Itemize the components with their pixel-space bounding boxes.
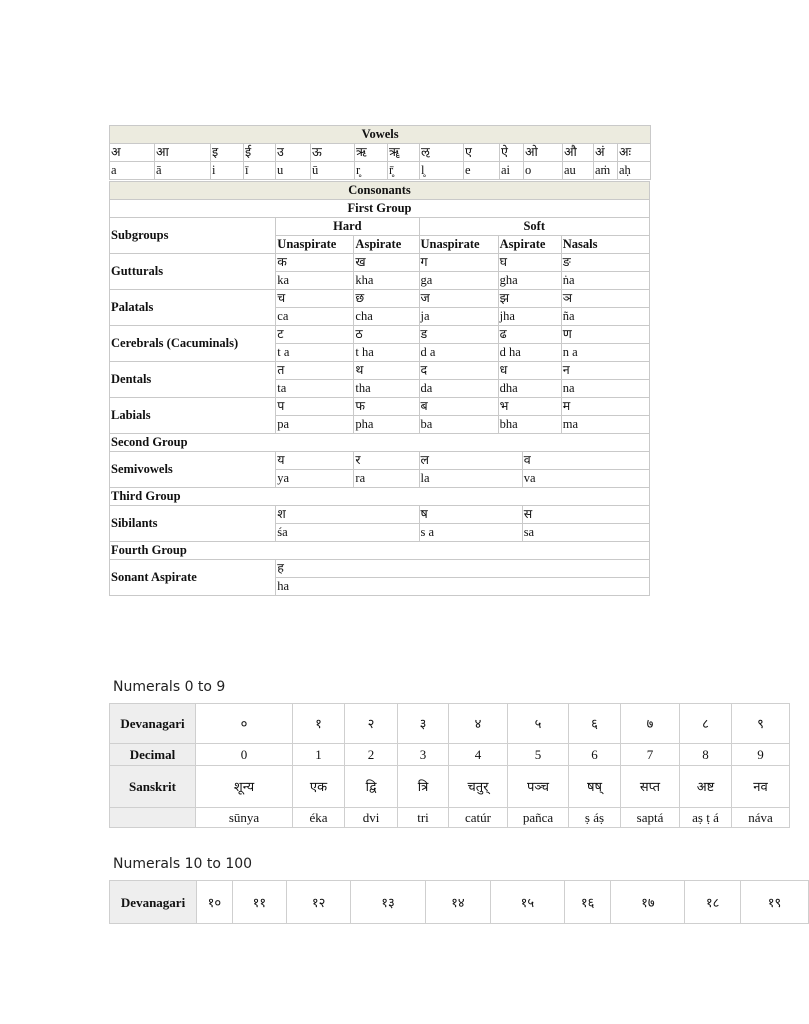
consonant-latin: ja bbox=[419, 308, 498, 326]
numeral-deva: ६ bbox=[569, 704, 621, 744]
consonant-latin: s a bbox=[419, 524, 522, 542]
vowel-latin: o bbox=[524, 162, 563, 180]
vowel-latin: l̥ bbox=[420, 162, 464, 180]
vowel-deva: ऐ bbox=[500, 144, 524, 162]
numeral-translit: tri bbox=[398, 808, 449, 828]
subgroup-name: Semivowels bbox=[110, 452, 276, 488]
consonant-latin: d a bbox=[419, 344, 498, 362]
vowel-deva: ऊ bbox=[311, 144, 355, 162]
vowel-latin: r̥ bbox=[355, 162, 388, 180]
numerals-10-100-table bbox=[109, 880, 809, 924]
row-label: Devanagari bbox=[110, 881, 197, 924]
numeral-deva: २ bbox=[345, 704, 398, 744]
col-heading: Nasals bbox=[561, 236, 649, 254]
numeral-deva: ७ bbox=[621, 704, 680, 744]
consonant-latin: ta bbox=[276, 380, 354, 398]
vowel-latin: a bbox=[110, 162, 155, 180]
subgroup-name: Labials bbox=[110, 398, 276, 434]
consonant-deva: ग bbox=[419, 254, 498, 272]
vowel-deva: ऋ bbox=[355, 144, 388, 162]
consonant-deva: ङ bbox=[561, 254, 649, 272]
consonant-latin: ba bbox=[419, 416, 498, 434]
subgroup-name: Sibilants bbox=[110, 506, 276, 542]
numeral-deva: १२ bbox=[287, 881, 351, 924]
numeral-deva: १ bbox=[293, 704, 345, 744]
consonant-latin: da bbox=[419, 380, 498, 398]
vowel-deva: अं bbox=[594, 144, 618, 162]
col-heading: Unaspirate bbox=[419, 236, 498, 254]
col-heading: Aspirate bbox=[498, 236, 561, 254]
consonant-latin: va bbox=[522, 470, 649, 488]
consonant-deva: न bbox=[561, 362, 649, 380]
vowel-latin: i bbox=[211, 162, 244, 180]
numerals-0-9-table bbox=[109, 703, 790, 828]
row-label-empty bbox=[110, 808, 196, 828]
numeral-sanskrit: षष् bbox=[569, 766, 621, 808]
vowel-latin: aḥ bbox=[618, 162, 651, 180]
subgroup-name: Dentals bbox=[110, 362, 276, 398]
numeral-decimal: 8 bbox=[680, 744, 732, 766]
row-label: Devanagari bbox=[110, 704, 196, 744]
numeral-decimal: 5 bbox=[508, 744, 569, 766]
numeral-decimal: 9 bbox=[732, 744, 790, 766]
consonant-latin: ña bbox=[561, 308, 649, 326]
numeral-sanskrit: द्वि bbox=[345, 766, 398, 808]
numeral-sanskrit: सप्त bbox=[621, 766, 680, 808]
consonants-header: Consonants bbox=[110, 182, 650, 200]
consonant-deva: म bbox=[561, 398, 649, 416]
vowel-latin: ī bbox=[244, 162, 276, 180]
vowel-deva: ॠ bbox=[388, 144, 420, 162]
numeral-decimal: 6 bbox=[569, 744, 621, 766]
consonant-latin: la bbox=[419, 470, 522, 488]
vowel-deva: अः bbox=[618, 144, 651, 162]
consonant-latin: gha bbox=[498, 272, 561, 290]
numeral-decimal: 4 bbox=[449, 744, 508, 766]
vowels-latin-row bbox=[110, 162, 651, 180]
vowel-deva: ओ bbox=[524, 144, 563, 162]
consonant-deva: र bbox=[354, 452, 419, 470]
third-group-heading: Third Group bbox=[110, 488, 650, 506]
numeral-sanskrit: नव bbox=[732, 766, 790, 808]
consonant-deva: च bbox=[276, 290, 354, 308]
vowel-latin: ai bbox=[500, 162, 524, 180]
vowel-deva: उ bbox=[276, 144, 311, 162]
vowels-header: Vowels bbox=[110, 126, 651, 144]
consonant-latin: ṅa bbox=[561, 272, 649, 290]
vowel-latin: au bbox=[563, 162, 594, 180]
soft-heading: Soft bbox=[419, 218, 649, 236]
numerals-10-100-heading: Numerals 10 to 100 bbox=[113, 856, 253, 872]
vowel-latin: r̥̄ bbox=[388, 162, 420, 180]
consonant-deva: ञ bbox=[561, 290, 649, 308]
numeral-sanskrit: पञ्च bbox=[508, 766, 569, 808]
numeral-deva: ० bbox=[196, 704, 293, 744]
consonant-deva: ज bbox=[419, 290, 498, 308]
numeral-translit: saptá bbox=[621, 808, 680, 828]
numeral-deva: ४ bbox=[449, 704, 508, 744]
consonant-deva: ढ bbox=[498, 326, 561, 344]
numeral-translit: sūnya bbox=[196, 808, 293, 828]
numeral-deva: १० bbox=[197, 881, 232, 924]
numeral-deva: ९ bbox=[732, 704, 790, 744]
consonant-deva: घ bbox=[498, 254, 561, 272]
numeral-deva: ८ bbox=[680, 704, 732, 744]
consonant-deva: स bbox=[522, 506, 649, 524]
consonant-latin: pha bbox=[354, 416, 419, 434]
consonant-deva: ल bbox=[419, 452, 522, 470]
consonant-latin: ga bbox=[419, 272, 498, 290]
consonant-deva: क bbox=[276, 254, 354, 272]
numeral-deva: ५ bbox=[508, 704, 569, 744]
consonant-latin: n a bbox=[561, 344, 649, 362]
vowel-deva: औ bbox=[563, 144, 594, 162]
consonant-deva: य bbox=[276, 452, 354, 470]
consonant-latin: ka bbox=[276, 272, 354, 290]
consonant-deva: ध bbox=[498, 362, 561, 380]
numeral-translit: dvi bbox=[345, 808, 398, 828]
numeral-decimal: 0 bbox=[196, 744, 293, 766]
vowel-deva: ऌ bbox=[420, 144, 464, 162]
vowel-latin: aṁ bbox=[594, 162, 618, 180]
consonant-latin: ha bbox=[276, 578, 650, 596]
subgroup-name: Cerebrals (Cacuminals) bbox=[110, 326, 276, 362]
consonant-deva: द bbox=[419, 362, 498, 380]
consonant-latin: tha bbox=[354, 380, 419, 398]
numeral-decimal: 2 bbox=[345, 744, 398, 766]
consonant-latin: kha bbox=[354, 272, 419, 290]
numeral-translit: pañca bbox=[508, 808, 569, 828]
consonant-deva: श bbox=[276, 506, 419, 524]
consonant-latin: jha bbox=[498, 308, 561, 326]
numeral-sanskrit: त्रि bbox=[398, 766, 449, 808]
vowel-deva: इ bbox=[211, 144, 244, 162]
numeral-decimal: 1 bbox=[293, 744, 345, 766]
consonant-deva: ठ bbox=[354, 326, 419, 344]
numerals-0-9-heading: Numerals 0 to 9 bbox=[113, 679, 226, 695]
alphabet-table bbox=[109, 125, 651, 180]
vowel-latin: u bbox=[276, 162, 311, 180]
consonant-deva: ख bbox=[354, 254, 419, 272]
vowel-deva: ई bbox=[244, 144, 276, 162]
vowels-deva-row bbox=[110, 144, 651, 162]
consonant-latin: sa bbox=[522, 524, 649, 542]
numeral-decimal: 3 bbox=[398, 744, 449, 766]
numeral-translit: aṣ ṭ á bbox=[680, 808, 732, 828]
hard-heading: Hard bbox=[276, 218, 419, 236]
numeral-translit: náva bbox=[732, 808, 790, 828]
consonant-latin: dha bbox=[498, 380, 561, 398]
vowel-deva: अ bbox=[110, 144, 155, 162]
consonant-deva: प bbox=[276, 398, 354, 416]
consonant-latin: śa bbox=[276, 524, 419, 542]
consonant-latin: ra bbox=[354, 470, 419, 488]
fourth-group-heading: Fourth Group bbox=[110, 542, 650, 560]
consonant-latin: ma bbox=[561, 416, 649, 434]
subgroups-label: Subgroups bbox=[110, 218, 276, 254]
row-label: Decimal bbox=[110, 744, 196, 766]
numeral-deva: १८ bbox=[685, 881, 741, 924]
consonant-deva: फ bbox=[354, 398, 419, 416]
consonant-deva: झ bbox=[498, 290, 561, 308]
row-label: Sanskrit bbox=[110, 766, 196, 808]
numeral-deva: ११ bbox=[232, 881, 287, 924]
first-group-heading: First Group bbox=[110, 200, 650, 218]
consonant-deva: छ bbox=[354, 290, 419, 308]
consonant-deva: ष bbox=[419, 506, 522, 524]
subgroup-name: Sonant Aspirate bbox=[110, 560, 276, 596]
numeral-deva: १४ bbox=[426, 881, 491, 924]
consonant-deva: त bbox=[276, 362, 354, 380]
col-heading: Aspirate bbox=[354, 236, 419, 254]
vowel-deva: आ bbox=[155, 144, 211, 162]
subgroup-name: Palatals bbox=[110, 290, 276, 326]
numeral-deva: ३ bbox=[398, 704, 449, 744]
consonant-latin: d ha bbox=[498, 344, 561, 362]
consonant-deva: थ bbox=[354, 362, 419, 380]
second-group-heading: Second Group bbox=[110, 434, 650, 452]
numeral-translit: éka bbox=[293, 808, 345, 828]
numeral-decimal: 7 bbox=[621, 744, 680, 766]
numeral-deva: १७ bbox=[611, 881, 685, 924]
consonant-latin: na bbox=[561, 380, 649, 398]
numeral-deva: १६ bbox=[564, 881, 611, 924]
consonant-deva: भ bbox=[498, 398, 561, 416]
numeral-sanskrit: शून्य bbox=[196, 766, 293, 808]
consonant-latin: cha bbox=[354, 308, 419, 326]
vowel-latin: ā bbox=[155, 162, 211, 180]
consonant-deva: ण bbox=[561, 326, 649, 344]
consonant-deva: व bbox=[522, 452, 649, 470]
vowel-latin: ū bbox=[311, 162, 355, 180]
consonant-latin: pa bbox=[276, 416, 354, 434]
col-heading: Unaspirate bbox=[276, 236, 354, 254]
consonant-latin: t ha bbox=[354, 344, 419, 362]
consonant-deva: ट bbox=[276, 326, 354, 344]
numeral-deva: १५ bbox=[490, 881, 564, 924]
consonant-deva: ड bbox=[419, 326, 498, 344]
subgroup-name: Gutturals bbox=[110, 254, 276, 290]
consonant-latin: bha bbox=[498, 416, 561, 434]
consonant-deva: ह bbox=[276, 560, 650, 578]
vowel-deva: ए bbox=[464, 144, 500, 162]
consonant-deva: ब bbox=[419, 398, 498, 416]
numeral-sanskrit: अष्ट bbox=[680, 766, 732, 808]
consonant-latin: t a bbox=[276, 344, 354, 362]
consonant-latin: ya bbox=[276, 470, 354, 488]
numeral-deva: १३ bbox=[351, 881, 426, 924]
consonants-table bbox=[109, 181, 650, 596]
numeral-deva: १९ bbox=[741, 881, 809, 924]
numeral-sanskrit: एक bbox=[293, 766, 345, 808]
consonant-latin: ca bbox=[276, 308, 354, 326]
numeral-translit: catúr bbox=[449, 808, 508, 828]
vowel-latin: e bbox=[464, 162, 500, 180]
numeral-translit: ṣ áṣ bbox=[569, 808, 621, 828]
numeral-sanskrit: चतुर् bbox=[449, 766, 508, 808]
